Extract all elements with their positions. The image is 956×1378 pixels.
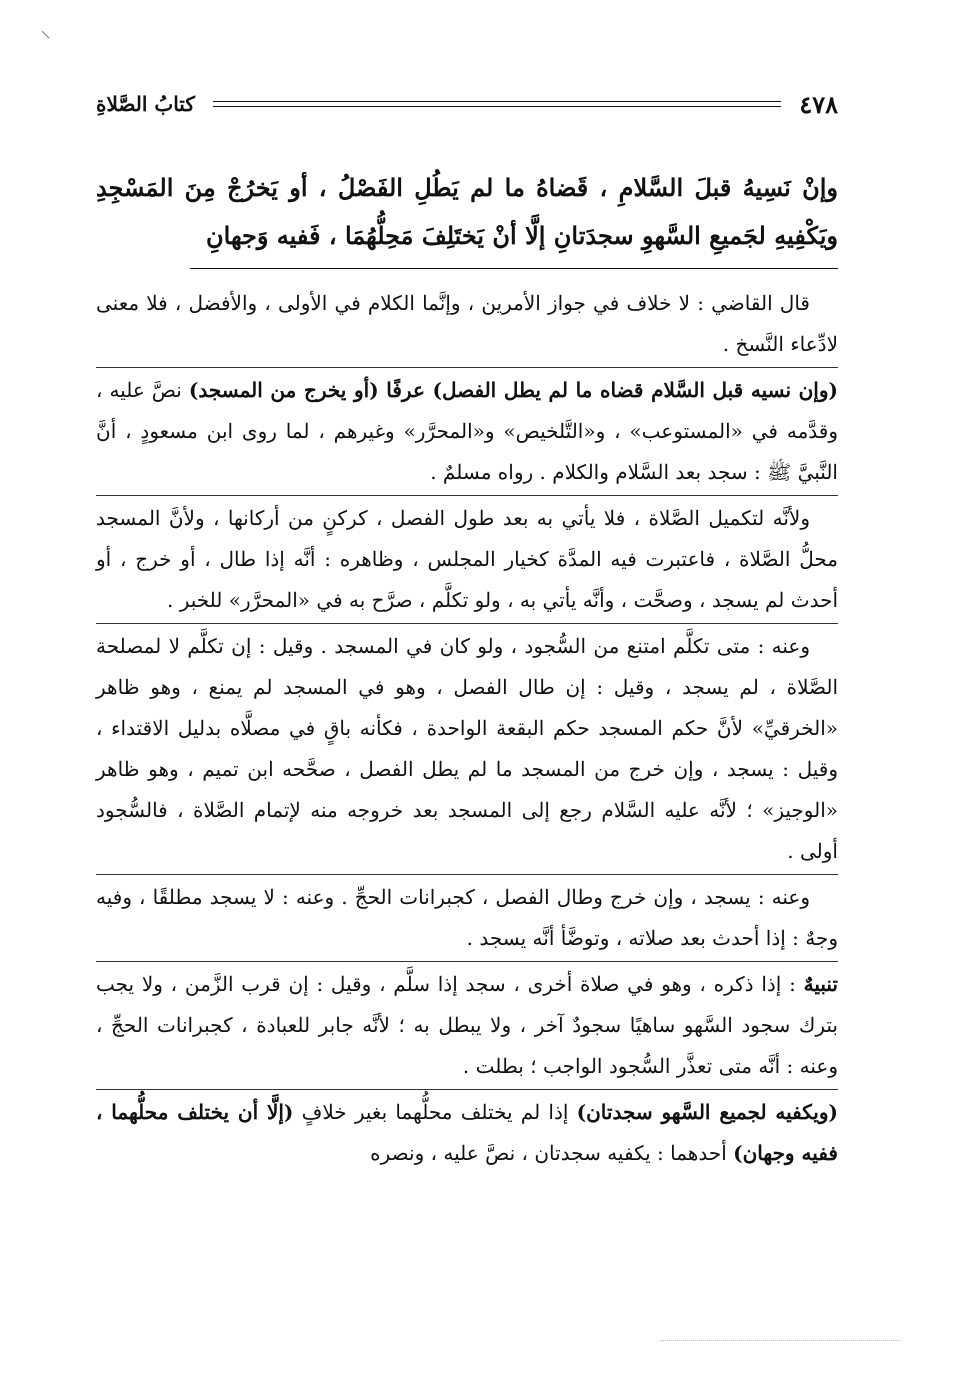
scan-artifact: [40, 31, 49, 40]
commentary-paragraph: [96, 961, 838, 1087]
header-rule: [213, 101, 781, 107]
commentary-paragraph: [96, 874, 838, 959]
commentary-paragraph: [96, 623, 838, 872]
scan-artifact: [660, 1340, 900, 1341]
paragraph-text: قال القاضي : لا خلاف في جواز الأمرين ، وإنَّما الكلام في الأولى ، والأفضل ، فلا معنى لادِّعاء النَّسخ .: [96, 291, 838, 356]
paragraph-text: إذا لم يختلف محلُّهما بغير خلافٍ: [293, 1100, 577, 1124]
commentary-paragraph: [96, 1089, 838, 1174]
paragraph-text: وعنه : متى تكلَّم امتنع من السُّجود ، ولو كان في المسجد . وقيل : إن تكلَّم لا لمصلحة الصَّلاة ، لم يسجد ، وقيل : إن طال الفصل ، وهو في المسجد لم يمنع ، وهو ظاهر «الخرقيِّ» لأنَّ حكم المسجد حكم البقعة الواحدة ، فكأنه باقٍ في مصلَّاه بدليل الاقتداء ، وقيل : يسجد ، وإن خرج من المسجد ما لم يطل الفصل ، صحَّحه ابن تميم ، وهو ظاهر «الوجيز» ؛ لأنَّه عليه السَّلام رجع إلى المسجد بعد خروجه منه لإتمام الصَّلاة ، فالسُّجود أولى .: [96, 634, 838, 863]
paragraph-text: أحدهما : يكفيه سجدتان ، نصَّ عليه ، ونصره: [370, 1141, 734, 1165]
commentary-paragraph: [96, 367, 838, 493]
paragraph-text: وعنه : يسجد ، وإن خرج وطال الفصل ، كجبرانات الحجِّ . وعنه : لا يسجد مطلقًا ، وفيه وجهٌ : إذا أحدث بعد صلاته ، وتوضَّأ أنَّه يسجد .: [96, 885, 838, 950]
matn-text: وإنْ نَسِيهُ قبلَ السَّلامِ ، قَضاهُ ما لم يَطُلِ الفَصْلُ ، أو يَخرُجْ مِنَ المَسْجِدِ ويَكْفِيهِ لجَميعِ السَّهوِ سجدَتانِ إلَّا أنْ يَختَلِفَ مَحِلُّهُمَا ، فَفيه وَجهانِ: [96, 173, 838, 250]
paragraph-text: : إذا ذكره ، وهو في صلاة أخرى ، سجد إذا سلَّم ، وقيل : إن قرب الزَّمن ، ولا يجب بترك سجود السَّهو ساهيًا سجودٌ آخر ، ولا يبطل به ؛ لأنَّه جابر للعبادة ، كجبرانات الحجِّ ، وعنه : أنَّه متى تعذَّر السُّجود الواجب ؛ بطلت .: [96, 972, 838, 1078]
page-header: [96, 84, 838, 124]
matn-separator: [190, 268, 838, 269]
quoted-matn: (ويكفيه لجميع السَّهو سجدتان): [576, 1100, 838, 1124]
book-page: [96, 84, 838, 1174]
running-title: كتابُ الصَّلاةِ: [96, 92, 195, 116]
note-label: تنبيهٌ: [803, 972, 838, 996]
paragraph-text: ولأنَّه لتكميل الصَّلاة ، فلا يأتي به بعد طول الفصل ، كركنٍ من أركانها ، ولأنَّ المسجد محلُّ الصَّلاة ، فاعتبرت فيه المدَّة كخيار المجلس ، وظاهره : أنَّه إذا طال ، أو خرج ، أو أحدث لم يسجد ، وصحَّت ، وأنَّه يأتي به ، ولو تكلَّم ، صرَّح به في «المحرَّر» للخبر .: [96, 506, 838, 612]
commentary-paragraph: [96, 281, 838, 365]
commentary-paragraph: [96, 495, 838, 621]
quoted-matn: (إلَّا أن يختلف محلُّهما ، ففيه وجهان): [96, 1100, 838, 1165]
page-number: ٤٧٨: [799, 89, 838, 119]
paragraph-text: نصَّ عليه ، وقدَّمه في «المستوعب» ، و«التَّلخيص» و«المحرَّر» وغيرهم ، لما روى ابن مسعودٍ ، أنَّ النَّبيَّ ﷺ : سجد بعد السَّلام والكلام . رواه مسلمٌ .: [96, 378, 838, 484]
quoted-matn: (وإن نسيه قبل السَّلام قضاه ما لم يطل الفصل) عرفًا (أو يخرج من المسجد): [188, 378, 838, 402]
